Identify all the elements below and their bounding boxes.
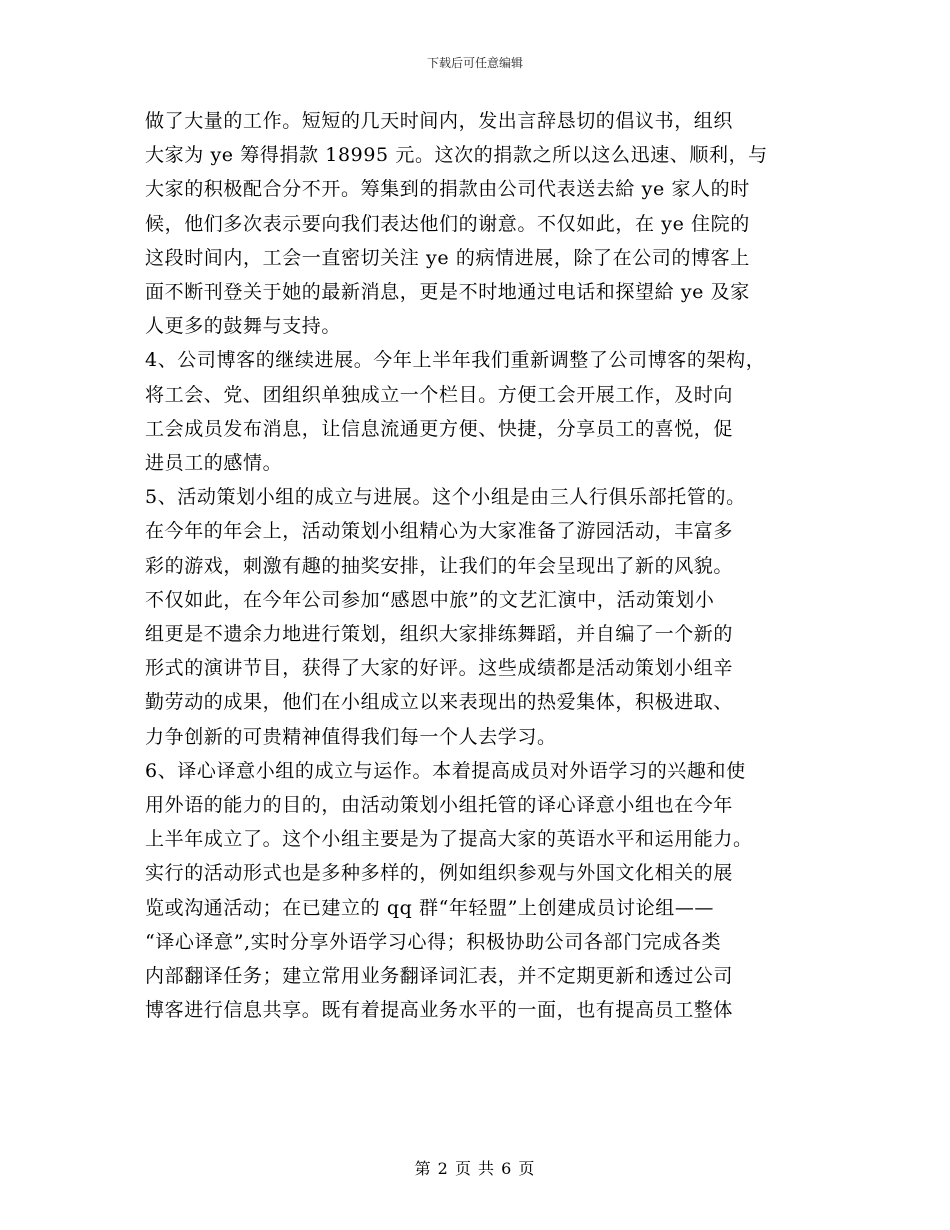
- text-line: “译心译意”,实时分享外语学习心得；积极协助公司各部门完成各类: [145, 930, 722, 953]
- text-line: 做了大量的工作。短短的几天时间内，发出言辞恳切的倡议书，组织: [145, 110, 734, 132]
- text-line: 组更是不遗余力地进行策划，组织大家排练舞蹈，并自编了一个新的: [145, 623, 734, 645]
- text-line: 形式的演讲节目，获得了大家的好评。这些成绩都是活动策划小组辛: [145, 657, 734, 680]
- text-line: 内部翻译任务；建立常用业务翻译词汇表，并不定期更新和透过公司: [145, 965, 734, 987]
- text-line: 用外语的能力的目的，由活动策划小组托管的译心译意小组也在今年: [145, 794, 734, 816]
- text-line: 6、译心译意小组的成立与运作。本着提高成员对外语学习的兴趣和使: [145, 759, 746, 782]
- text-line: 彩的游戏，刺激有趣的抽奖安排，让我们的年会呈现出了新的风貌。: [145, 554, 734, 577]
- text-line: 面不断刊登关于她的最新消息，更是不时地通过电话和探望給 ye 及家: [145, 281, 750, 303]
- text-line: 进员工的感情。: [145, 452, 283, 474]
- text-line: 大家的积极配合分不开。筹集到的捐款由公司代表送去給 ye 家人的时: [145, 178, 750, 201]
- text-line: 大家为 ye 筹得捐款 18995 元。这次的捐款之所以这么迅速、顺利，与: [145, 144, 768, 167]
- text-line: 人更多的鼓舞与支持。: [145, 315, 342, 338]
- text-line: 4、公司博客的继续进展。今年上半年我们重新调整了公司博客的架构，: [145, 349, 766, 372]
- page-header: 下载后可任意编辑: [426, 56, 523, 70]
- text-line: 实行的活动形式也是多种多样的，例如组织参观与外国文化相关的展: [145, 862, 734, 885]
- text-line: 5、活动策划小组的成立与进展。这个小组是由三人行俱乐部托管的。: [145, 486, 746, 509]
- page-footer: 第 2 页 共 6 页: [414, 1159, 536, 1178]
- text-line: 上半年成立了。这个小组主要是为了提高大家的英语水平和运用能力。: [145, 828, 753, 851]
- text-line: 览或沟通活动；在已建立的 qq 群“年轻盟”上创建成员讨论组——: [145, 896, 715, 919]
- text-line: 力争创新的可贵精神值得我们每一个人去学习。: [145, 725, 557, 748]
- text-line: 博客进行信息共享。既有着提高业务水平的一面，也有提高员工整体: [145, 999, 734, 1022]
- text-line: 不仅如此，在今年公司参加“感恩中旅”的文艺汇演中，活动策划小: [145, 588, 715, 611]
- text-line: 将工会、党、团组织单独成立一个栏目。方便工会开展工作，及时向: [145, 383, 734, 406]
- text-line: 工会成员发布消息，让信息流通更方便、快捷，分享员工的喜悦，促: [145, 417, 734, 440]
- text-line: 这段时间内，工会一直密切关注 ye 的病情进展，除了在公司的博客上: [145, 246, 750, 269]
- text-line: 在今年的年会上，活动策划小组精心为大家准备了游园活动，丰富多: [145, 520, 734, 543]
- text-line: 勤劳动的成果，他们在小组成立以来表现出的热爱集体，积极进取、: [145, 691, 734, 714]
- text-line: 候，他们多次表示要向我们表达他们的谢意。不仅如此，在 ye 住院的: [145, 212, 750, 235]
